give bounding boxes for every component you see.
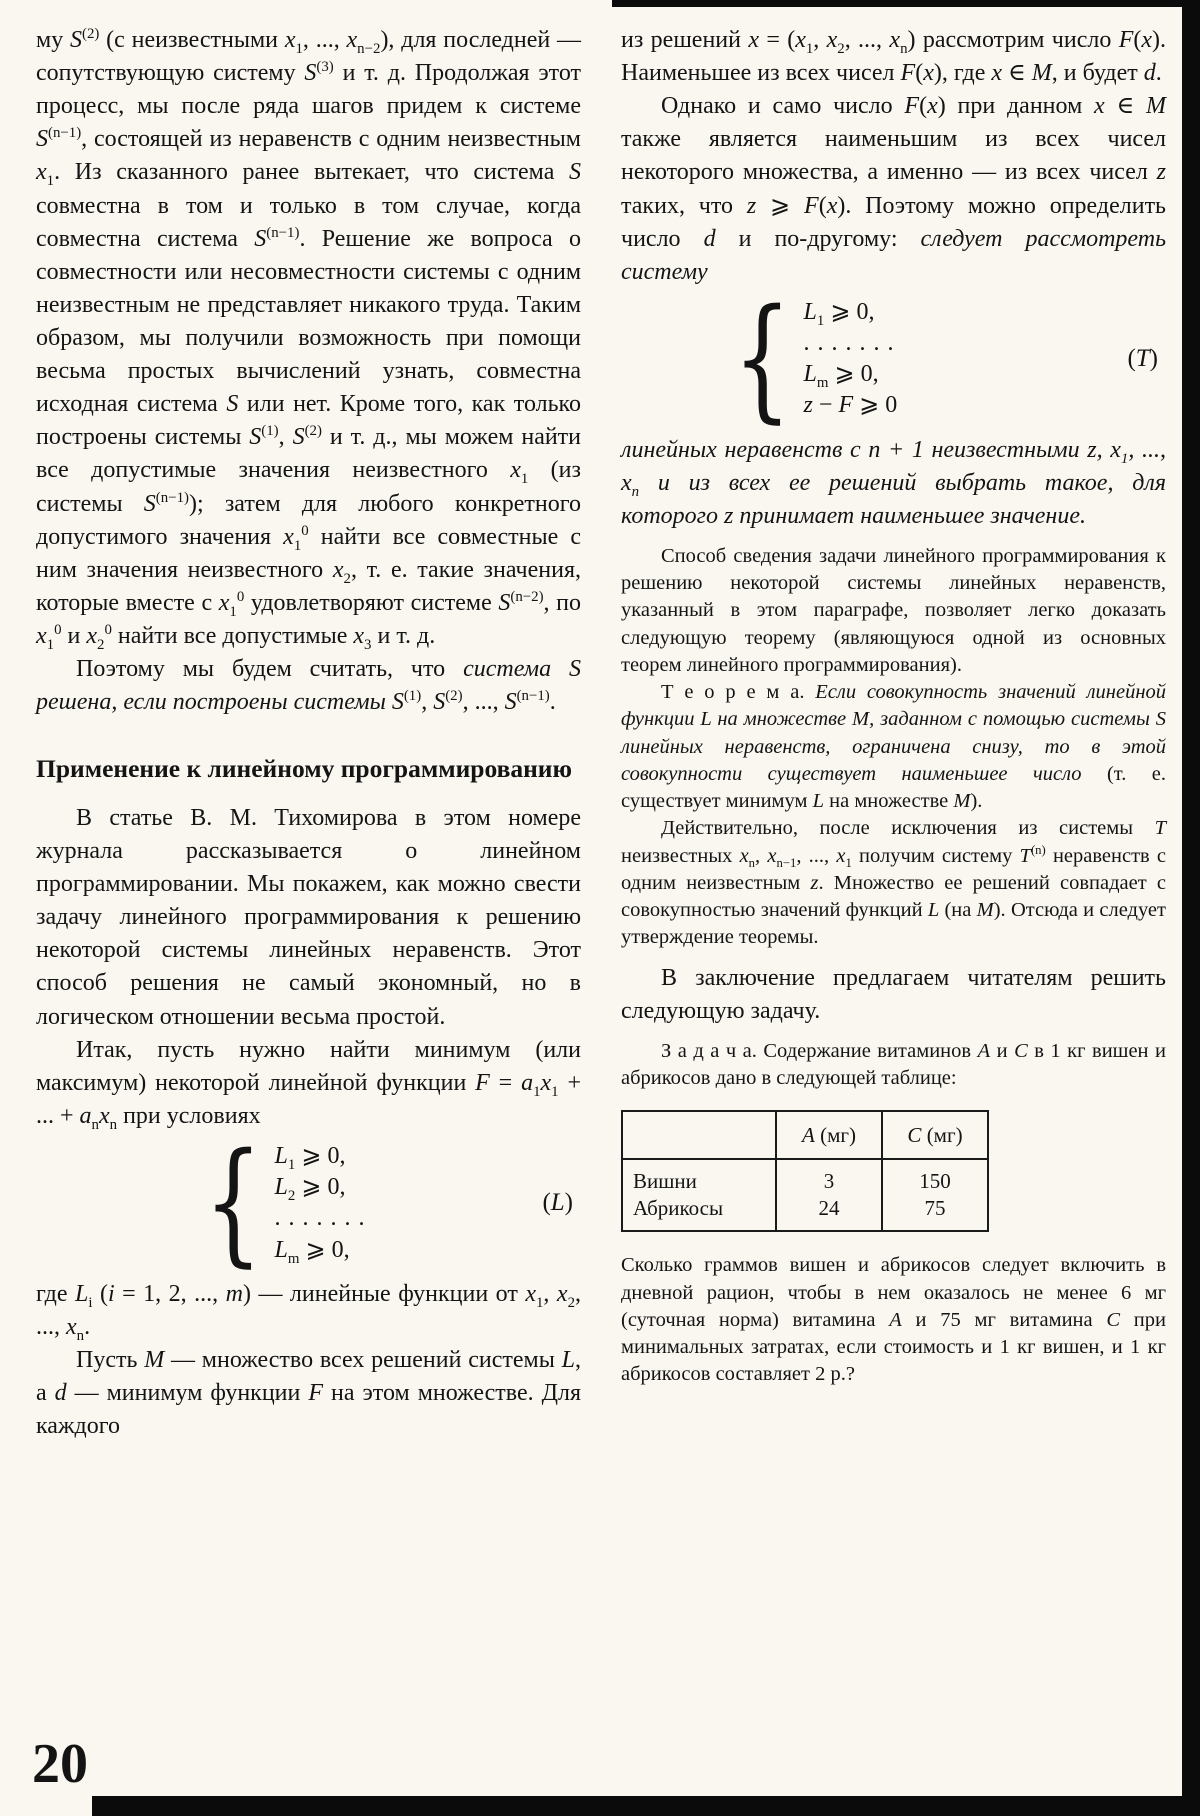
equation-row: $L_1$ ⩾ 0, [274,1143,346,1173]
apricots-vitamin-a-value: 24 [776,1195,882,1231]
cherries-vitamin-a-value: 3 [776,1159,882,1195]
equation-label-T: (T) [1127,345,1158,373]
paragraph-however: Однако и само число F(x) при данном x ∈ M также является наименьшим из всех чисел некоторого множества, а именно — из всех чисел z таких, что z ⩾ F(x). Поэтому можно определить число d и по-другому: следует рассмотреть систему [621,93,1167,285]
curly-brace: { [733,280,792,437]
scan-artifact-right-edge [1182,0,1200,1816]
equation-system-T [621,280,1166,437]
apricots-vitamin-c-value: 75 [882,1195,988,1231]
equation-row-dots: . . . . . . . [274,1205,366,1232]
scan-artifact-bottom-edge [92,1796,1200,1816]
paragraph-set-m: Пусть M — множество всех решений системы L, а d — минимум функции F на этом множестве. Для каждого [36,1346,581,1440]
equation-row: z − F ⩾ 0 [803,392,898,419]
row-label-cherries: Вишни [633,1169,697,1194]
table-header-empty [622,1111,776,1159]
equation-row: $L_m$ ⩾ 0, [803,361,879,392]
paragraph-task-intro: З а д а ч а. Содержание витаминов A и C в 1 кг вишен и абрикосов дано в следующей таблице: [621,1039,1166,1090]
paragraph-conclusion-italic: Поэтому мы будем считать, что система S решена, если построены системы $S^{(1)}$, $S^{(2)}$, ..., $S^{(n-1)}$. [36,656,581,716]
paragraph-method: Способ сведения задачи линейного программирования к решению некоторой системы линейных неравенств, указанный в этом параграфе, позволяет легко доказать следующую теорему (являющуюся одной из основных теорем линейного программирования). [621,544,1166,676]
table-row-cherries [622,1159,988,1195]
right-column [621,24,1166,1443]
paragraph-linear-inequalities-italic: линейных неравенств с n + 1 неизвестными z, $x_1$, ..., $x_n$ и из всех ее решений выбрать такое, для которого z принимает наименьшее значение. [621,436,1167,529]
paragraph-theorem: Т е о р е м а. Если совокупность значений линейной функции L на множестве M, заданном с помощью системы S линейных неравенств, ограничена снизу, то в этой совокупности существует наименьшее число (т. е. существует минимум L на множестве M). [621,681,1166,813]
page-number: 20 [32,1733,88,1795]
equation-row: $L_1$ ⩾ 0, [803,298,875,329]
two-column-layout [36,24,1166,1443]
section-heading: Применение к линейному программированию [36,754,572,784]
equation-rows [804,297,898,422]
equation-rows [275,1141,366,1266]
cherries-vitamin-c-value: 150 [882,1159,988,1195]
paragraph-proof: Действительно, после исключения из системы T неизвестных $x_n$, $x_{n-1}$, ..., $x_1$ получим систему $T^{(n)}$ неравенств с одним неизвестным z. Множество ее решений совпадает с совокупностью значений функций L (на M). Отсюда и следует утверждение теоремы. [621,817,1167,949]
paragraph-minimum-function: Итак, пусть нужно найти минимум (или максимум) некоторой линейной функции $F = a_1x_1$ + ... + $a_nx_n$ при условиях [36,1036,581,1133]
equation-row: $L_m$ ⩾ 0, [274,1236,350,1267]
equation-system-L [36,1125,581,1281]
paragraph-continuation: му $S^{(2)}$ (с неизвестными $x_1$, ..., $x_{n-2}$), для последней — сопутствующую систему $S^{(3)}$ и т. д. Продолжая этот процесс, мы после ряда шагов придем к системе $S^{(n-1)}$, состоящей из неравенств с одним неизвестным $x_1$. Из сказанного ранее вытекает, что система S совместна в том и только в том случае, когда совместна система $S^{(n-1)}$. Решение же вопроса о совместности или несовместности системы с одним неизвестным не представляет никакого труда. Таким образом, мы получили возможность при помощи весьма простых вычислений узнать, совместна исходная система S или нет. Кроме того, как только построены системы $S^{(1)}$, $S^{(2)}$ и т. д., мы можем найти все допустимые значения неизвестного $x_1$ (из системы $S^{(n-1)}$); затем для любого конкретного допустимого значения $x_1^0$ найти все совместные с ним значения неизвестного $x_2$, т. е. такие значения, которые вместе с $x_1^0$ удовлетворяют системе $S^{(n-2)}$, по $x_1^0$ и $x_2^0$ найти все допустимые $x_3$ и т. д. [36,26,582,653]
scan-artifact-top-edge [612,0,1200,7]
paragraph-task-text: Сколько граммов вишен и абрикосов следует включить в дневной рацион, чтобы в нем оказалось не менее 6 мг (суточная норма) витамина A и 75 мг витамина C при минимальных затратах, если стоимость и 1 кг вишен, и 1 кг абрикосов составляет 2 р.? [621,1254,1167,1386]
paragraph-in-conclusion: В заключение предлагаем читателям решить следующую задачу. [621,964,1166,1024]
vitamin-table [621,1110,989,1232]
paragraph-where-li: где $L_i$ (i = 1, 2, ..., m) — линейные функции от $x_1$, $x_2$, ..., $x_n$. [36,1280,581,1344]
table-row-apricots [622,1195,988,1231]
table-header-vitamin-c: C (мг) [882,1111,988,1159]
equation-row: $L_2$ ⩾ 0, [274,1174,346,1204]
table-header-vitamin-a: A (мг) [776,1111,882,1159]
paragraph-solutions: из решений $x = (x_1$, $x_2$, ..., $x_n$) рассмотрим число F(x). Наименьшее из всех чисел F(x), где x ∈ M, и будет d. [621,27,1167,87]
equation-label-L: (L) [542,1189,573,1217]
table-header-row [622,1111,988,1159]
curly-brace: { [204,1125,263,1281]
left-column [36,24,581,1443]
paragraph-tikhomirov: В статье В. М. Тихомирова в этом номере журнала рассказывается о линейном программировании. Мы покажем, как можно свести задачу линейного программирования к решению некоторой системы линейных неравенств. Этот способ решения не самый экономный, но в логическом отношении весьма простой. [36,804,581,1030]
row-label-apricots: Абрикосы [633,1196,724,1221]
equation-row-dots: . . . . . . . [803,330,895,357]
